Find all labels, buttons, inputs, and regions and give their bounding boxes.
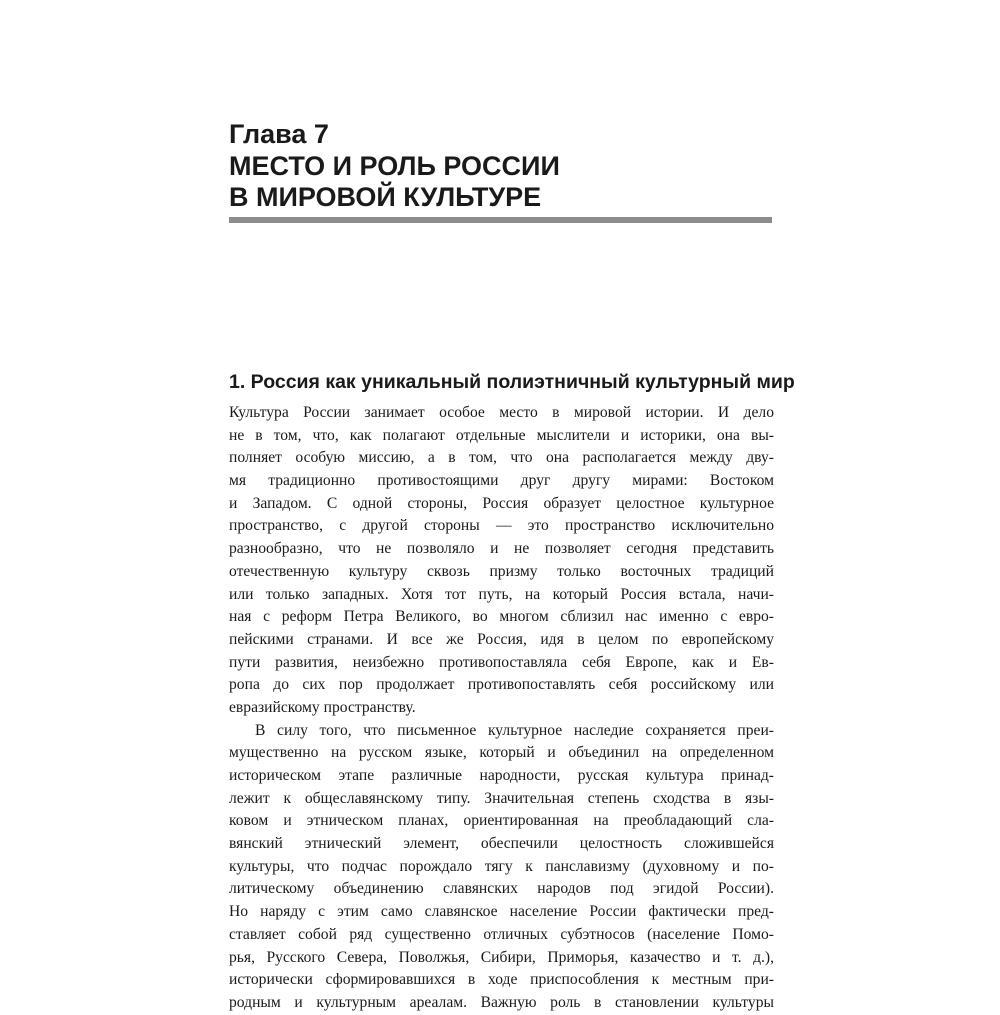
text-line: пейскими странами. И все же Россия, идя в целом по европейскому: [229, 630, 774, 648]
text-line: Культура России занимает особое место в мировой истории. И дело: [229, 404, 774, 421]
text-line: мущественно на русском языке, который и объединил на определенном: [229, 744, 774, 762]
text-line: или только западных. Хотя тот путь, на который Россия встала, начи-: [229, 585, 774, 603]
text-line: ковом и этническом планах, ориентированная на преобладающий сла-: [229, 812, 774, 830]
text-line: и Западом. С одной стороны, Россия образует целостное культурное: [229, 494, 774, 512]
text-line: разнообразно, что не позволяло и не позволяет сегодня представить: [229, 540, 774, 558]
text-line: литическому объединению славянских народов под эгидой России).: [229, 880, 774, 898]
text-line: исторически сформировавшихся в ходе приспособления к местным при-: [229, 971, 774, 989]
text-line: вянский этнический элемент, обеспечили целостность сложившейся: [229, 835, 774, 853]
chapter-title-line-1: МЕСТО И РОЛЬ РОССИИ: [229, 151, 560, 181]
text-line: не в том, что, как полагают отдельные мыслители и историки, она вы-: [229, 426, 774, 444]
chapter-divider: [229, 217, 772, 223]
body-text: [229, 402, 774, 1015]
text-line: В силу того, что письменное культурное наследие сохраняется преи-: [255, 721, 774, 739]
text-line: культуры, что подчас порождало тягу к панславизму (духовному и по-: [229, 857, 774, 875]
text-line: евразийскому пространству.: [229, 698, 416, 716]
text-line: отечественную культуру сквозь призму только восточных традиций: [229, 562, 774, 580]
section-heading: 1. Россия как уникальный полиэтничный культурный мир: [229, 371, 795, 393]
text-line: ропа до сих пор продолжает противопоставлять себя российскому или: [229, 676, 774, 694]
text-line: полняет особую миссию, а в том, что она располагается между дву-: [229, 449, 774, 467]
text-line: ставляет собой ряд существенно отличных субэтносов (население Помо-: [229, 925, 774, 943]
text-line: мя традиционно противостоящими друг другу мирами: Востоком: [229, 472, 774, 490]
text-line: родным и культурным ареалам. Важную роль в становлении культуры: [229, 993, 774, 1011]
text-line: историческом этапе различные народности, русская культура принад-: [229, 767, 774, 784]
chapter-number: Глава 7: [229, 119, 329, 149]
text-line: пространство, с другой стороны — это пространство исключительно: [229, 517, 774, 535]
text-line: Но наряду с этим само славянское население России фактически пред-: [229, 903, 774, 921]
text-line: рья, Русского Севера, Поволжья, Сибири, Приморья, казачество и т. д.),: [229, 948, 774, 966]
text-line: пути развития, неизбежно противопоставляла себя Европе, как и Ев-: [229, 653, 774, 671]
text-line: лежит к общеславянскому типу. Значительная степень сходства в язы-: [229, 789, 774, 807]
text-line: ная с реформ Петра Великого, во многом сблизил нас именно с евро-: [229, 608, 774, 626]
chapter-title-line-2: В МИРОВОЙ КУЛЬТУРЕ: [229, 182, 542, 212]
